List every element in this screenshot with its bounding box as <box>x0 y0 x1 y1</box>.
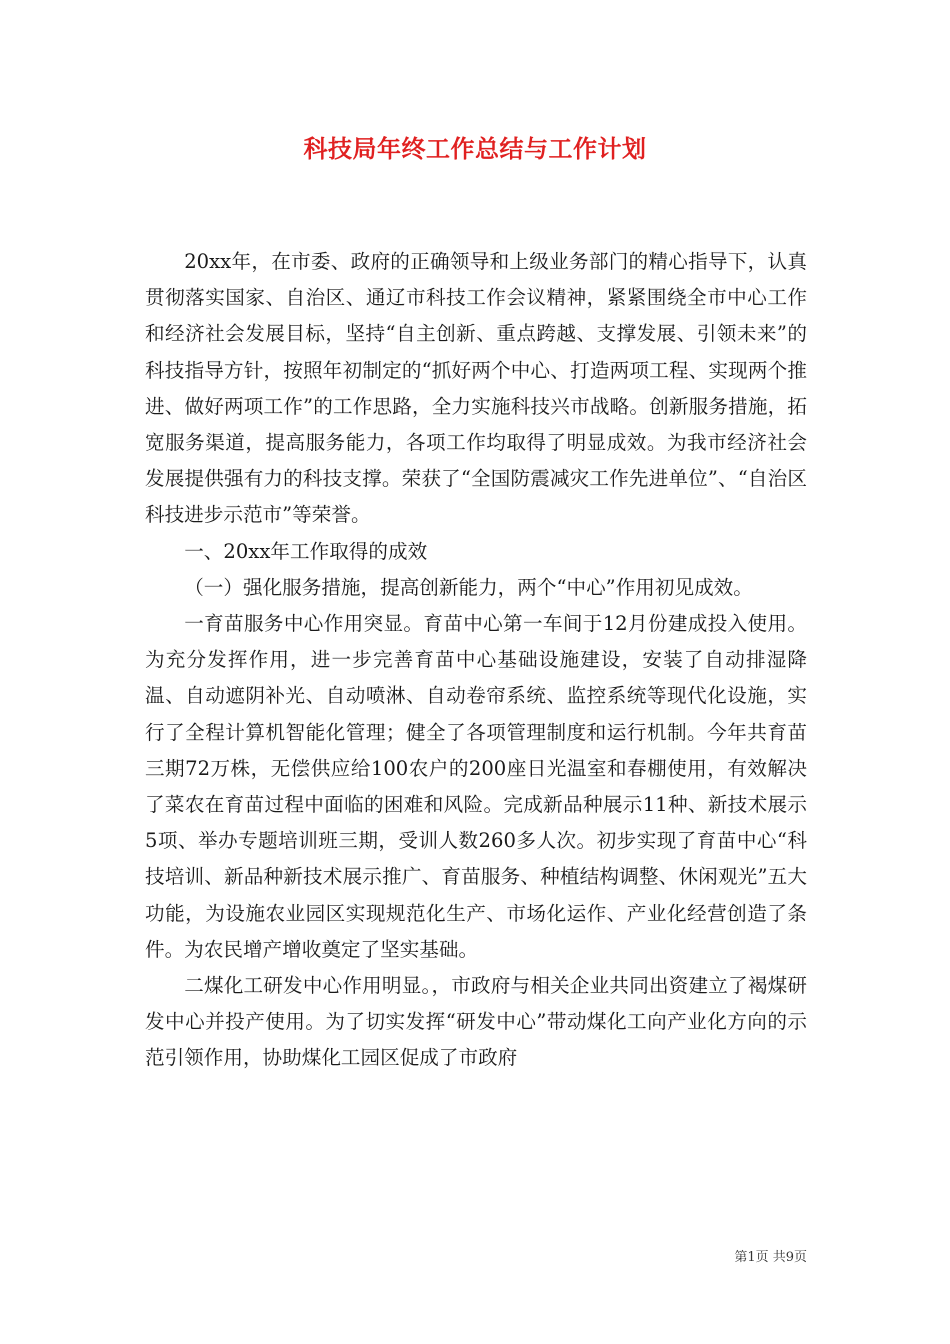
page-number: 第1页 共9页 <box>734 1250 807 1265</box>
document-title: 科技局年终工作总结与工作计划 <box>303 134 647 163</box>
paragraph-coal-chemical-center: 二煤化工研发中心作用明显。，市政府与相关企业共同出资建立了褐煤研发中心并投产使用。为了切实发挥“研发中心”带动煤化工向产业化方向的示范引领作用，协助煤化工园区促成了市政府 <box>145 974 807 1070</box>
subsection-heading-1: （一）强化服务措施，提高创新能力，两个“中心”作用初见成效。 <box>184 575 753 599</box>
section-heading-1: 一、20xx年工作取得的成效 <box>184 539 428 563</box>
paragraph-intro: 20xx年，在市委、政府的正确领导和上级业务部门的精心指导下，认真贯彻落实国家、自治区、通辽市科技工作会议精神，紧紧围绕全市中心工作和经济社会发展目标，坚持“自主创新、重点跨越、支撑发展、引领未来”的科技指导方针，按照年初制定的“抓好两个中心、打造两项工程、实现两个推进、做好两项工作”的工作思路，全力实施科技兴市战略。创新服务措施，拓宽服务渠道，提高服务能力，各项工作均取得了明显成效。为我市经济社会发展提供强有力的科技支撑。荣获了“全国防震减灾工作先进单位”、“自治区科技进步示范市”等荣誉。 <box>145 250 807 527</box>
paragraph-nursery-center: 一育苗服务中心作用突显。育苗中心第一车间于12月份建成投入使用。为充分发挥作用，进一步完善育苗中心基础设施建设，安装了自动排湿降温、自动遮阴补光、自动喷淋、自动卷帘系统、监控系统等现代化设施，实行了全程计算机智能化管理；健全了各项管理制度和运行机制。今年共育苗三期72万株，无偿供应给100农户的200座日光温室和春棚使用，有效解决了菜农在育苗过程中面临的困难和风险。完成新品种展示11种、新技术展示5项、举办专题培训班三期，受训人数260多人次。初步实现了育苗中心“科技培训、新品种新技术展示推广、育苗服务、种植结构调整、休闲观光”五大功能，为设施农业园区实现规范化生产、市场化运作、产业化经营创造了条件。为农民增产增收奠定了坚实基础。 <box>145 612 807 961</box>
document-body <box>145 244 807 1077</box>
